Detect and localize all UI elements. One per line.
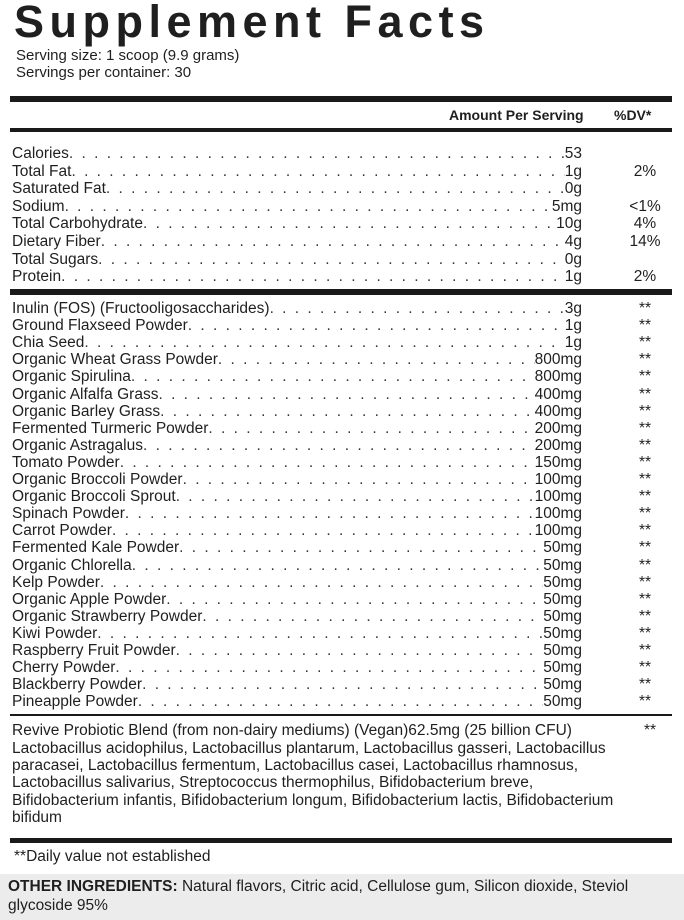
- row-label: Organic Strawberry Powder: [12, 607, 203, 625]
- row-amount: 50mg: [543, 659, 582, 677]
- row-daily-value: **: [638, 368, 652, 386]
- row-daily-value: **: [638, 300, 652, 317]
- row-label: Blackberry Powder: [12, 676, 143, 694]
- dot-leader: [101, 233, 565, 250]
- nutrient-row: [12, 145, 582, 162]
- dot-leader: [202, 608, 543, 625]
- daily-value-header: %DV*: [614, 107, 652, 123]
- row-amount: 100mg: [534, 488, 582, 506]
- row-label: Organic Apple Powder: [12, 590, 167, 608]
- ingredient-row: [12, 608, 582, 625]
- dot-leader: [97, 625, 543, 642]
- row-amount: 3g: [564, 300, 582, 317]
- row-label: Organic Spirulina: [12, 368, 131, 386]
- row-daily-value: [613, 145, 677, 162]
- ingredient-row: [12, 557, 582, 574]
- row-amount: 100mg: [534, 505, 582, 523]
- probiotic-blend-name: Revive Probiotic Blend (from non-dairy mediums) (Vegan)62.5mg (25 billion CFU): [12, 722, 572, 739]
- dot-leader: [179, 539, 543, 556]
- row-daily-value: [613, 180, 677, 197]
- row-daily-value: **: [638, 351, 652, 369]
- amount-per-serving-header: Amount Per Serving: [449, 107, 584, 123]
- row-daily-value: **: [638, 607, 652, 625]
- dot-leader: [218, 351, 535, 368]
- row-daily-value: **: [638, 556, 652, 574]
- row-label: Kelp Powder: [12, 573, 100, 591]
- ingredient-row: [12, 403, 582, 420]
- dot-leader: [176, 642, 544, 659]
- nutrient-row: [12, 180, 582, 197]
- row-label: Carrot Powder: [12, 522, 112, 540]
- daily-value-footnote: **Daily value not established: [14, 848, 211, 865]
- row-daily-value: **: [638, 385, 652, 403]
- row-label: Ground Flaxseed Powder: [12, 317, 188, 335]
- ingredient-row: [12, 625, 582, 642]
- dot-leader: [188, 317, 565, 334]
- row-amount: 1g: [564, 334, 582, 352]
- row-label: Total Sugars: [12, 250, 99, 268]
- servings-per-container: Servings per container: 30: [16, 64, 192, 81]
- row-label: Inulin (FOS) (Fructooligosaccharides): [12, 300, 270, 317]
- ingredient-row: [12, 368, 582, 385]
- row-label: Saturated Fat: [12, 180, 106, 198]
- row-daily-value: **: [638, 642, 652, 659]
- ingredient-row: [12, 591, 582, 608]
- row-amount: 50mg: [543, 624, 582, 642]
- row-daily-value: <1%: [629, 197, 661, 215]
- row-amount: 0g: [564, 250, 582, 268]
- row-label: Organic Astragalus: [12, 436, 143, 454]
- dot-leader: [106, 180, 565, 197]
- dot-leader: [166, 591, 543, 608]
- row-amount: 100mg: [534, 471, 582, 488]
- row-amount: 400mg: [534, 385, 582, 403]
- row-label: Raspberry Fruit Powder: [12, 642, 176, 659]
- row-daily-value: [613, 251, 677, 268]
- row-amount: 1g: [564, 268, 582, 286]
- row-amount: 100mg: [534, 522, 582, 540]
- row-label: Spinach Powder: [12, 505, 125, 523]
- dot-leader: [131, 368, 535, 385]
- row-amount: 1g: [564, 317, 582, 335]
- row-daily-value: **: [638, 317, 652, 335]
- row-label: Organic Alfalfa Grass: [12, 385, 159, 403]
- row-daily-value: **: [638, 471, 652, 488]
- row-amount: 50mg: [543, 573, 582, 591]
- row-daily-value: **: [638, 676, 652, 694]
- row-label: Organic Wheat Grass Powder: [12, 351, 218, 369]
- dot-leader: [100, 574, 543, 591]
- row-label: Dietary Fiber: [12, 233, 101, 250]
- row-label: Calories: [12, 145, 69, 162]
- row-amount: 50mg: [543, 642, 582, 659]
- ingredient-row: [12, 642, 582, 659]
- row-amount: 200mg: [534, 436, 582, 454]
- row-label: Total Carbohydrate: [12, 215, 143, 233]
- row-daily-value: **: [638, 402, 652, 420]
- row-daily-value: **: [638, 590, 652, 608]
- other-ingredients-text: Natural flavors, Citric acid, Cellulose gum, Silicon dioxide, Steviol glycoside 95%: [8, 878, 629, 914]
- ingredient-row: [12, 351, 582, 368]
- panel-title: Supplement Facts: [14, 0, 490, 47]
- row-amount: 800mg: [534, 351, 582, 369]
- row-label: Sodium: [12, 197, 65, 215]
- ingredient-row: [12, 471, 582, 488]
- row-label: Organic Barley Grass: [12, 402, 161, 420]
- thick-divider: [10, 838, 672, 843]
- row-daily-value: **: [638, 693, 652, 711]
- row-daily-value: **: [638, 488, 652, 506]
- row-daily-value: **: [638, 334, 652, 352]
- ingredient-row: [12, 317, 582, 334]
- dot-leader: [125, 505, 535, 522]
- row-amount: 50mg: [543, 590, 582, 608]
- row-daily-value: **: [638, 453, 652, 471]
- row-amount: 400mg: [534, 402, 582, 420]
- row-amount: 50mg: [543, 539, 582, 557]
- ingredient-row: [12, 659, 582, 676]
- row-daily-value: **: [638, 436, 652, 454]
- ingredient-row: [12, 693, 582, 710]
- row-daily-value: **: [638, 659, 652, 677]
- probiotic-daily-value: **: [643, 722, 657, 739]
- dot-leader: [138, 693, 543, 710]
- row-amount: 10g: [556, 215, 582, 233]
- dot-leader: [208, 420, 534, 437]
- row-daily-value: 2%: [633, 268, 657, 286]
- dot-leader: [115, 659, 543, 676]
- dot-leader: [270, 300, 565, 317]
- dot-leader: [61, 268, 565, 285]
- row-amount: 50mg: [543, 693, 582, 711]
- nutrient-row: [12, 198, 582, 215]
- dot-leader: [183, 471, 535, 488]
- ingredient-row: [12, 676, 582, 693]
- row-daily-value: **: [638, 624, 652, 642]
- row-label: Tomato Powder: [12, 453, 120, 471]
- dot-leader: [160, 403, 534, 420]
- dot-leader: [143, 215, 556, 232]
- row-amount: 150mg: [534, 453, 582, 471]
- nutrient-row: [12, 215, 582, 232]
- other-ingredients: [0, 874, 684, 920]
- ingredient-row: [12, 505, 582, 522]
- row-daily-value: 2%: [633, 162, 657, 180]
- dot-leader: [132, 557, 543, 574]
- row-label: Organic Chlorella: [12, 556, 132, 574]
- dot-leader: [71, 163, 564, 180]
- dot-leader: [112, 522, 535, 539]
- row-label: Cherry Powder: [12, 659, 116, 677]
- row-label: Total Fat: [12, 162, 72, 180]
- divider: [10, 714, 672, 716]
- row-amount: 1g: [564, 162, 582, 180]
- row-daily-value: **: [638, 573, 652, 591]
- row-label: Organic Broccoli Powder: [12, 471, 183, 488]
- nutrient-row: [12, 163, 582, 180]
- row-amount: 50mg: [543, 556, 582, 574]
- nutrient-row: [12, 251, 582, 268]
- nutrient-row: [12, 268, 582, 285]
- ingredient-row: [12, 300, 582, 317]
- row-amount: 200mg: [534, 419, 582, 437]
- dot-leader: [143, 437, 535, 454]
- serving-size: Serving size: 1 scoop (9.9 grams): [16, 47, 240, 64]
- ingredient-row: [12, 386, 582, 403]
- dot-leader: [120, 454, 535, 471]
- ingredient-row: [12, 522, 582, 539]
- row-label: Protein: [12, 268, 62, 286]
- row-amount: 0g: [564, 180, 582, 198]
- dot-leader: [69, 145, 565, 162]
- ingredient-row: [12, 334, 582, 351]
- ingredient-row: [12, 488, 582, 505]
- ingredient-row: [12, 574, 582, 591]
- dot-leader: [84, 334, 564, 351]
- row-daily-value: 4%: [633, 215, 657, 233]
- row-amount: 50mg: [543, 607, 582, 625]
- row-amount: 800mg: [534, 368, 582, 386]
- nutrient-row: [12, 233, 582, 250]
- thick-divider: [10, 96, 672, 102]
- dot-leader: [98, 251, 565, 268]
- row-amount: 50mg: [543, 676, 582, 694]
- ingredient-row: [12, 420, 582, 437]
- dot-leader: [176, 488, 535, 505]
- row-amount: 5mg: [551, 197, 582, 215]
- row-label: Chia Seed: [12, 334, 85, 352]
- row-label: Organic Broccoli Sprout: [12, 488, 176, 506]
- row-daily-value: 14%: [629, 233, 661, 250]
- row-amount: 4g: [564, 233, 582, 250]
- dot-leader: [158, 386, 534, 403]
- header-divider: [10, 128, 672, 132]
- dot-leader: [142, 676, 543, 693]
- row-label: Pineapple Powder: [12, 693, 138, 711]
- ingredient-row: [12, 539, 582, 556]
- ingredient-row: [12, 437, 582, 454]
- thick-divider: [10, 289, 672, 295]
- row-daily-value: **: [638, 539, 652, 557]
- row-daily-value: **: [638, 419, 652, 437]
- row-amount: 53: [564, 145, 582, 162]
- dot-leader: [65, 198, 552, 215]
- row-label: Kiwi Powder: [12, 624, 98, 642]
- row-daily-value: **: [638, 522, 652, 540]
- other-ingredients-label: OTHER INGREDIENTS:: [8, 878, 178, 895]
- row-daily-value: **: [638, 505, 652, 523]
- row-label: Fermented Kale Powder: [12, 539, 180, 557]
- row-label: Fermented Turmeric Powder: [12, 419, 209, 437]
- ingredient-row: [12, 454, 582, 471]
- probiotic-strains: Lactobacillus acidophilus, Lactobacillus plantarum, Lactobacillus gasseri, Lactobacillus paracasei, Lactobacillus fermentum, Lactobacillus casei, Lactobacillus rhamnosus, Lactobacillus salivarius, Streptococcus thermophilus, Bifidobacterium breve, Bifidobacterium infantis, Bifidobacterium longum, Bifidobacterium lactis, Bifidobacterium bifidum: [12, 740, 614, 826]
